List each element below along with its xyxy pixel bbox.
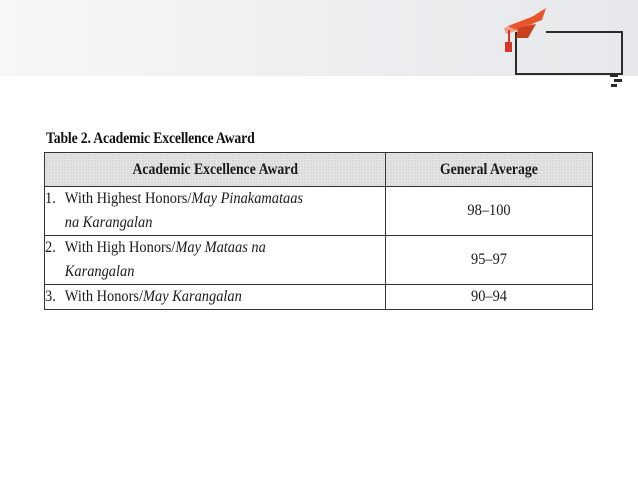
table-row (45, 236, 593, 285)
award-english: With Honors/ (64, 288, 144, 305)
row-number: 3. (45, 288, 56, 305)
award-filipino-cont: Karangalan (64, 263, 135, 280)
average-cell: 98–100 (386, 187, 593, 236)
award-cell (45, 236, 386, 285)
graduation-cap-icon (494, 4, 638, 90)
average-cell: 95–97 (386, 236, 593, 285)
table-title: Table 2. Academic Excellence Award (46, 130, 255, 147)
awards-table (44, 152, 593, 310)
row-number: 1. (45, 190, 56, 207)
table-row (45, 187, 593, 236)
table-header-row (45, 153, 593, 187)
award-english: With High Honors/ (64, 239, 176, 256)
award-filipino: May Pinakamataas (191, 190, 304, 207)
award-cell (45, 187, 386, 236)
award-filipino-cont: na Karangalan (64, 214, 153, 231)
row-number: 2. (45, 239, 56, 256)
average-cell: 90–94 (386, 285, 593, 310)
table-row (45, 285, 593, 310)
header-average: General Average (386, 153, 593, 187)
header-award: Academic Excellence Award (45, 153, 386, 187)
award-filipino: May Mataas na (175, 239, 266, 256)
award-cell (45, 285, 386, 310)
award-english: With Highest Honors/ (64, 190, 192, 207)
award-filipino: May Karangalan (143, 288, 242, 305)
